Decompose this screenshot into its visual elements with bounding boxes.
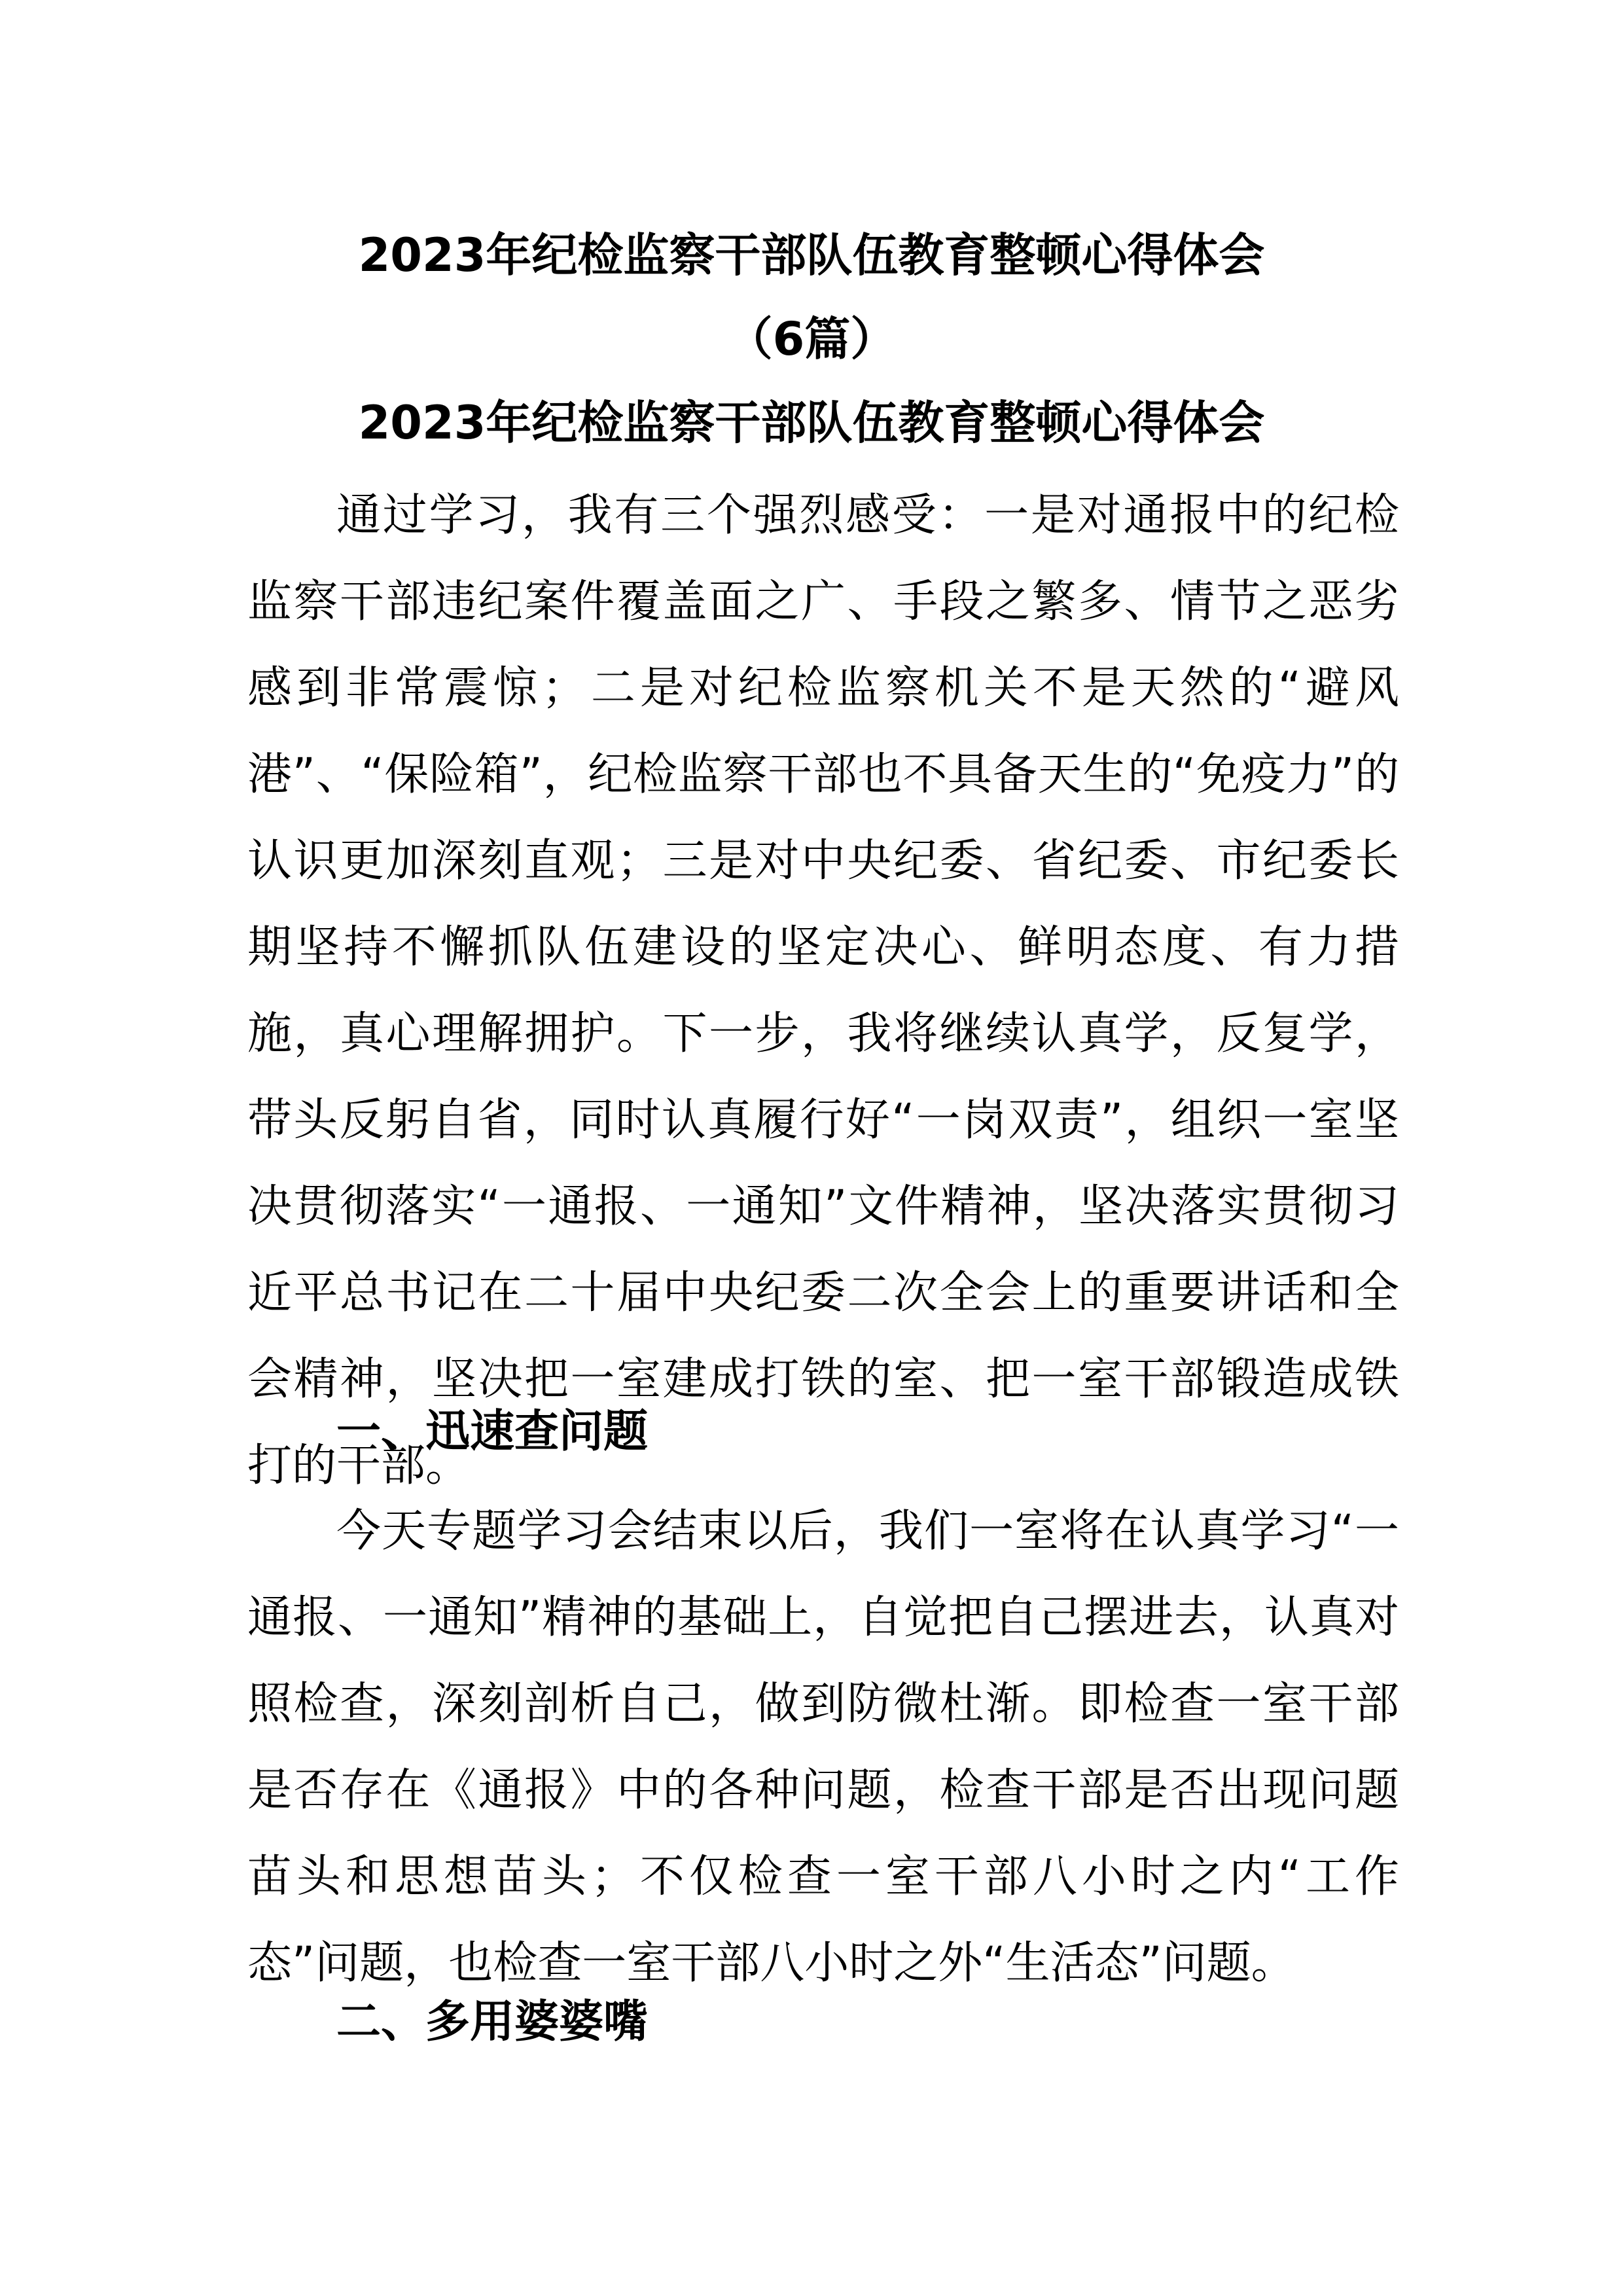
document-title-count: （6篇） bbox=[726, 312, 897, 366]
section-title: 2023年纪检监察干部队伍教育整顿心得体会 bbox=[358, 396, 1265, 450]
body-paragraph-2-block bbox=[247, 1488, 1399, 2007]
body-paragraph: 通过学习，我有三个强烈感受：一是对通报中的纪检监察干部违纪案件覆盖面之广、手段之繁多、情节之恶劣感到非常震惊；二是对纪检监察机关不是天然的“避风港”、“保险箱”，纪检监察干部也不具备天生的“免疫力”的认识更加深刻直观；三是对中央纪委、省纪委、市纪委长期坚持不懈抓队伍建设的坚定决心、鲜明态度、有力措施，真心理解拥护。下一步，我将继续认真学，反复学，带头反躬自省，同时认真履行好“一岗双责”，组织一室坚决贯彻落实“一通报、一通知”文件精神，坚决落实贯彻习近平总书记在二十届中央纪委二次全会上的重要讲话和全会精神，坚决把一室建成打铁的室、把一室干部锻造成铁打的干部。 bbox=[247, 490, 1399, 1492]
body-paragraph: 今天专题学习会结束以后，我们一室将在认真学习“一通报、一通知”精神的基础上，自觉把自己摆进去，认真对照检查，深刻剖析自己，做到防微杜渐。即检查一室干部是否存在《通报》中的各种问题，检查干部是否出现问题苗头和思想苗头；不仅检查一室干部八小时之内“工作态”问题，也检查一室干部八小时之外“生活态”问题。 bbox=[247, 1505, 1399, 1989]
body-paragraph-1-block bbox=[247, 473, 1399, 1509]
document-title: 2023年纪检监察干部队伍教育整顿心得体会 bbox=[358, 228, 1265, 282]
section-heading-1: 一、迅速查问题 bbox=[336, 1406, 649, 1458]
section-heading-2: 二、多用婆婆嘴 bbox=[336, 1996, 649, 2048]
